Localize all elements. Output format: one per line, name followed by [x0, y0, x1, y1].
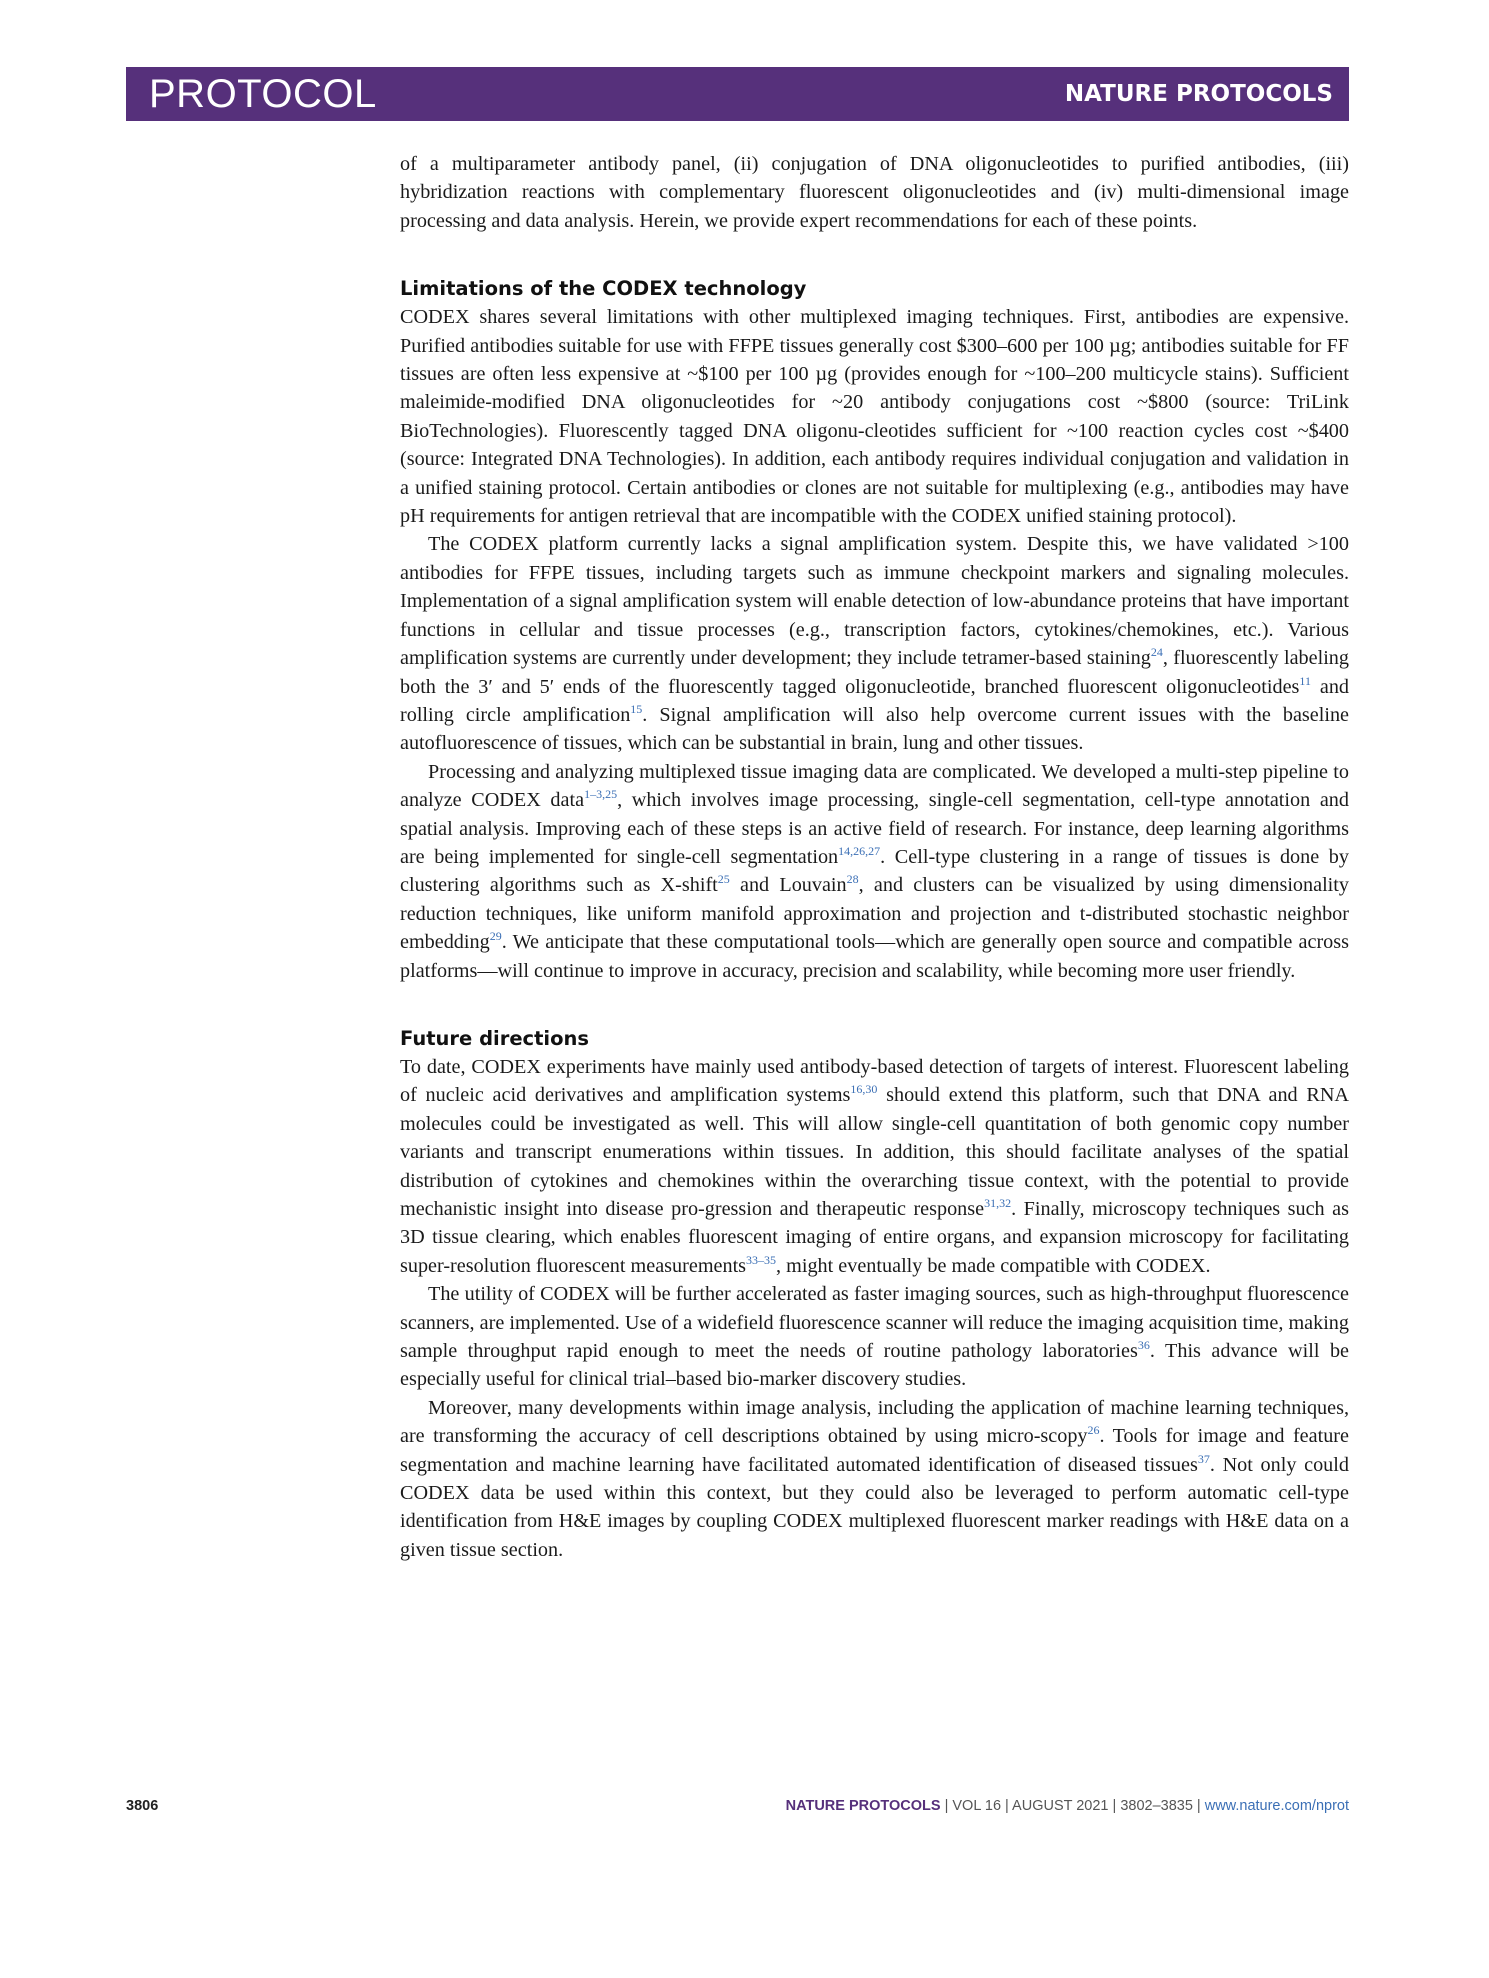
section-label: PROTOCOL — [149, 72, 377, 116]
journal-url-link[interactable]: www.nature.com/nprot — [1204, 1798, 1349, 1814]
footer-journal: NATURE PROTOCOLS — [785, 1798, 941, 1814]
citation-info: NATURE PROTOCOLS | VOL 16 | AUGUST 2021 | 3802–3835 | www.nature.com/nprot — [785, 1798, 1349, 1814]
citation-link[interactable]: 1–3,25 — [584, 787, 618, 802]
citation-link[interactable]: 25 — [717, 872, 730, 887]
future-directions-heading: Future directions — [400, 1026, 590, 1050]
footer-pages: 3802–3835 — [1120, 1798, 1193, 1814]
limitations-paragraph-1: CODEX shares several limitations with other multiplexed imaging techniques. First, antibodies are expensive. Purified antibodies suitable for use with FFPE tissues generally cost $300–600 per 100 µg; antibodies suitable for FF tissues are often less expensive at ~$100 per 100 µg (provides enough for ~100–200 multicycle stains). Sufficient maleimide-modified DNA oligonucleotides for ~20 antibody conjugations cost ~$800 (source: TriLink BioTechnologies). Fluorescently tagged DNA oligonu-cleotides sufficient for ~100 reaction cycles cost ~$400 (source: Integrated DNA Technologies). In addition, each antibody requires individual conjugation and validation in a unified staining protocol. Certain antibodies or clones are not suitable for multiplexing (e.g., antibodies may have pH requirements for antigen retrieval that are incompatible with the CODEX unified staining protocol). — [400, 306, 1349, 528]
citation-link[interactable]: 11 — [1299, 673, 1311, 688]
header-banner — [126, 67, 1349, 121]
future-paragraph-2: The utility of CODEX will be further accelerated as faster imaging sources, such as high-throughput fluorescence scanners, are implemented. Use of a widefield fluorescence scanner will reduce the imaging acquisition time, making sample throughput rapid enough to meet the needs of routine pathology laboratories$^{36}$. This advance will be especially useful for clinical trial–based bio-marker discovery studies. — [400, 1283, 1349, 1391]
future-paragraph-1: To date, CODEX experiments have mainly used antibody-based detection of targets of interest. Fluorescent labeling of nucleic acid derivatives and amplification systems$^{16,30}$ should extend this platform, such that DNA and RNA molecules could be investigated as well. This will allow single-cell quantitation of both genomic copy number variants and transcript enumerations within tissues. In addition, this should facilitate analyses of the spatial distribution of cytokines and chemokines within the overarching tissue context, with the potential to provide mechanistic insight into disease pro-gression and therapeutic response$^{31,32}$. Finally, microscopy techniques such as 3D tissue clearing, which enables fluorescent imaging of entire organs, and expansion microscopy for facilitating super-resolution fluorescent measurements$^{33-35}$, might eventually be made compatible with CODEX. — [400, 1055, 1349, 1277]
limitations-heading: Limitations of the CODEX technology — [400, 277, 807, 301]
footer-date: AUGUST 2021 — [1012, 1798, 1109, 1814]
limitations-paragraph-2: The CODEX platform currently lacks a signal amplification system. Despite this, we have validated >100 antibodies for FFPE tissues, including targets such as immune checkpoint markers and signaling molecules. Implementation of a signal amplification system will enable detection of low-abundance proteins that have important functions in cellular and tissue processes (e.g., transcription factors, cytokines/chemokines, etc.). Various amplification systems are currently under development; they include tetramer-based staining$^{24}$, fluorescently labeling both the 3′ and 5′ ends of the fluorescently tagged oligonucleotide, branched fluorescent oligonucleotides$^{11}$ and rolling circle amplification$^{15}$. Signal amplification will also help overcome current issues with the baseline autofluorescence of tissues, which can be substantial in brain, lung and other tissues. — [400, 533, 1350, 755]
citation-link[interactable]: 26 — [1087, 1423, 1100, 1438]
citation-link[interactable]: 16,30 — [850, 1082, 878, 1097]
citation-link[interactable]: 28 — [846, 872, 859, 887]
future-paragraph-3: Moreover, many developments within image analysis, including the application of machine learning techniques, are transforming the accuracy of cell descriptions obtained by using micro-scopy$^{26}$. Tools for image and feature segmentation and machine learning have facilitated automated identification of diseased tissues$^{37}$. Not only could CODEX data be used within this context, but they could also be leveraged to perform automatic cell-type identification from H&E images by coupling CODEX multiplexed fluorescent marker readings with H&E data on a given tissue section. — [400, 1396, 1349, 1561]
article-body — [400, 150, 1349, 1564]
page-number: 3806 — [126, 1798, 159, 1814]
citation-link[interactable]: 24 — [1150, 645, 1163, 660]
citation-link[interactable]: 29 — [489, 929, 502, 944]
citation-link[interactable]: 15 — [630, 701, 643, 716]
footer-volume: VOL 16 — [952, 1798, 1002, 1814]
citation-link[interactable]: 36 — [1137, 1338, 1150, 1353]
citation-link[interactable]: 14,26,27 — [838, 843, 881, 858]
limitations-paragraph-3: Processing and analyzing multiplexed tissue imaging data are complicated. We developed a multi-step pipeline to analyze CODEX data$^{1-3,25}$, which involves image processing, single-cell segmentation, cell-type annotation and spatial analysis. Improving each of these steps is an active field of research. For instance, deep learning algorithms are being implemented for single-cell segmentation$^{14,26,27}$. Cell-type clustering in a range of tissues is done by clustering algorithms such as X-shift$^{25}$ and Louvain$^{28}$, and clusters can be visualized by using dimensionality reduction techniques, like uniform manifold approximation and projection and t-distributed stochastic neighbor embedding$^{29}$. We anticipate that these computational tools—which are generally open source and compatible across platforms—will continue to improve in accuracy, precision and scalability, while becoming more user friendly. — [400, 760, 1349, 982]
citation-link[interactable]: 33–35 — [746, 1252, 777, 1267]
page-footer — [126, 1798, 1349, 1822]
citation-link[interactable]: 31,32 — [984, 1196, 1012, 1210]
journal-name: NATURE PROTOCOLS — [1064, 81, 1333, 107]
citation-link[interactable]: 37 — [1197, 1451, 1210, 1466]
intro-paragraph: of a multiparameter antibody panel, (ii) conjugation of DNA oligonucleotides to purified antibodies, (iii) hybridization reactions with complementary fluorescent oligonucleotides and (iv) multi-dimensional image processing and data analysis. Herein, we provide expert recommendations for each of these points. — [400, 153, 1349, 232]
